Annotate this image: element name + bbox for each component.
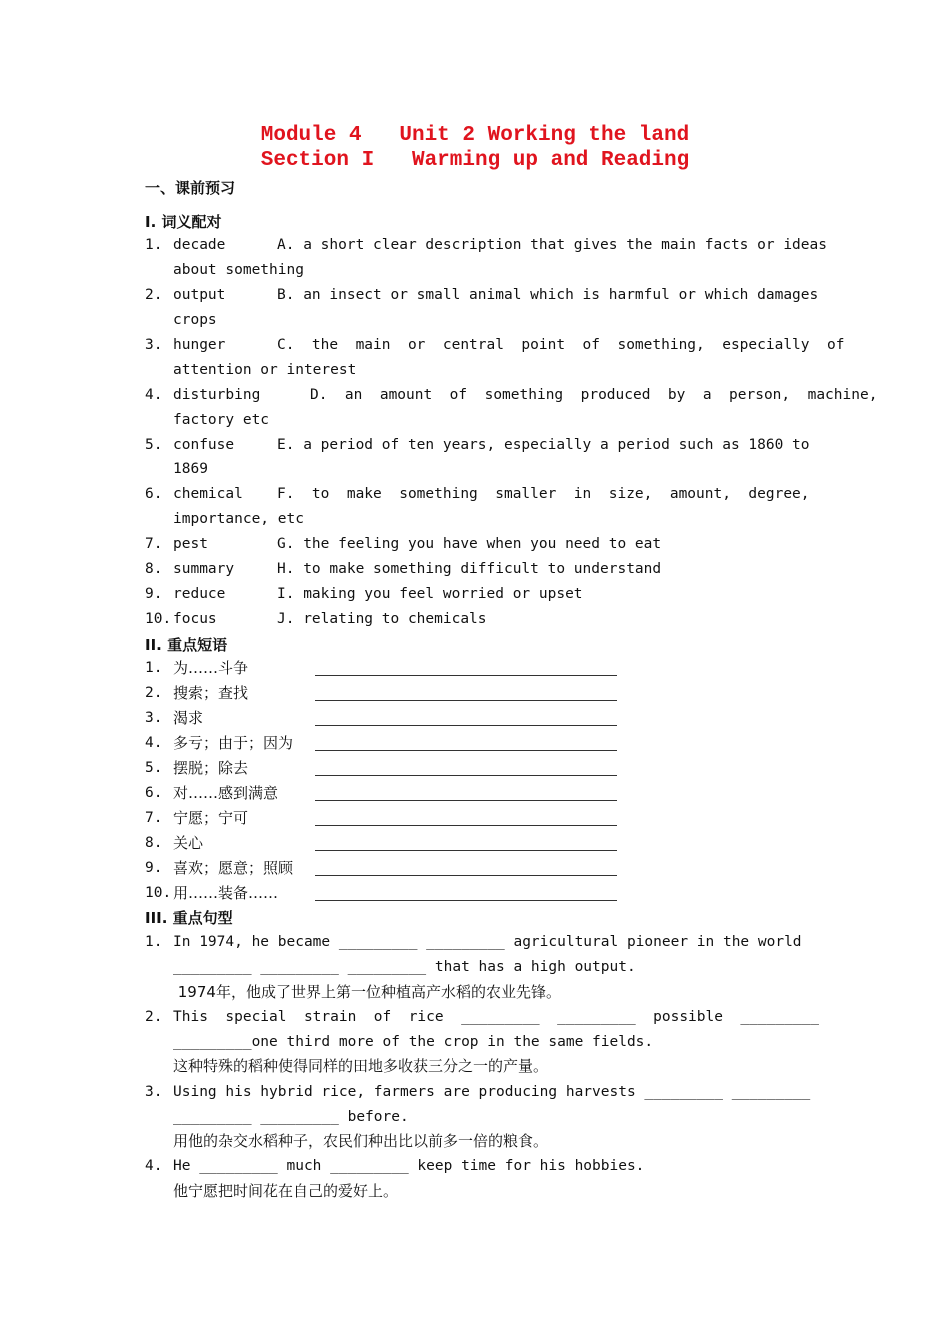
vocab-word: reduce: [173, 586, 226, 602]
sentence-line-2: _________one third more of the crop in the same fields.: [173, 1034, 654, 1050]
definition-continued: crops: [173, 312, 217, 328]
phrase-prompt: 多亏；由于；因为: [173, 734, 294, 752]
item-number: 5.: [145, 760, 163, 776]
answer-blank[interactable]: [315, 800, 617, 801]
vocab-word: disturbing: [173, 387, 261, 403]
definition-continued: about something: [173, 262, 304, 278]
item-number: 6.: [145, 486, 163, 502]
phrase-prompt: 渴求: [173, 709, 204, 727]
item-number: 10.: [145, 885, 172, 901]
sentence-translation: 这种特殊的稻种使得同样的田地多收获三分之一的产量。: [173, 1057, 549, 1075]
item-number: 8.: [145, 561, 163, 577]
section-header: 一、课前预习: [145, 179, 236, 197]
vocab-word: decade: [173, 237, 226, 253]
item-number: 9.: [145, 586, 163, 602]
sentence-translation: 1974年，他成了世界上第一位种植高产水稻的农业先锋。: [173, 983, 561, 1001]
phrase-prompt: 宁愿；宁可: [173, 809, 249, 827]
definition-continued: factory etc: [173, 412, 270, 428]
definition-continued: importance, etc: [173, 511, 304, 527]
vocab-word: hunger: [173, 337, 226, 353]
definition: A. a short clear description that gives the main facts or ideas: [277, 237, 827, 253]
sentence-translation: 他宁愿把时间花在自己的爱好上。: [173, 1182, 399, 1200]
answer-blank[interactable]: [315, 775, 617, 776]
phrase-prompt: 为……斗争: [173, 659, 249, 677]
title-line-2: Section I Warming up and Reading: [260, 149, 690, 172]
item-number: 7.: [145, 536, 163, 552]
sentence-line-2: _________ _________ before.: [173, 1109, 409, 1125]
answer-blank[interactable]: [315, 700, 617, 701]
vocab-word: output: [173, 287, 226, 303]
sentence-line-2: _________ _________ _________ that has a high output.: [173, 959, 636, 975]
item-number: 2.: [145, 1009, 163, 1025]
item-number: 1.: [145, 934, 163, 950]
item-number: 1.: [145, 660, 163, 676]
definition: D. an amount of something produced by a person, machine,: [310, 387, 878, 403]
definition: J. relating to chemicals: [277, 611, 487, 627]
definition: F. to make something smaller in size, amount, degree,: [277, 486, 810, 502]
definition: G. the feeling you have when you need to eat: [277, 536, 662, 552]
vocab-word: confuse: [173, 437, 235, 453]
item-number: 8.: [145, 835, 163, 851]
definition-continued: attention or interest: [173, 362, 357, 378]
answer-blank[interactable]: [315, 675, 617, 676]
answer-blank[interactable]: [315, 875, 617, 876]
definition: I. making you feel worried or upset: [277, 586, 583, 602]
vocab-word: pest: [173, 536, 208, 552]
item-number: 5.: [145, 437, 163, 453]
phrase-prompt: 喜欢；愿意；照顾: [173, 859, 294, 877]
item-number: 2.: [145, 685, 163, 701]
part2-heading: II. 重点短语: [145, 636, 228, 654]
vocab-word: chemical: [173, 486, 243, 502]
part1-heading: I. 词义配对: [145, 213, 222, 231]
item-number: 1.: [145, 237, 163, 253]
phrase-prompt: 搜索；查找: [173, 684, 249, 702]
answer-blank[interactable]: [315, 900, 617, 901]
title-line-1: Module 4 Unit 2 Working the land: [260, 124, 690, 147]
sentence-translation: 用他的杂交水稻种子，农民们种出比以前多一倍的粮食。: [173, 1132, 549, 1150]
sentence-line-1: Using his hybrid rice, farmers are producing harvests _________ _________: [173, 1084, 811, 1100]
answer-blank[interactable]: [315, 850, 617, 851]
definition: C. the main or central point of something, especially of: [277, 337, 845, 353]
vocab-word: summary: [173, 561, 235, 577]
phrase-prompt: 摆脱；除去: [173, 759, 249, 777]
item-number: 3.: [145, 710, 163, 726]
phrase-prompt: 对……感到满意: [173, 784, 279, 802]
definition-continued: 1869: [173, 461, 208, 477]
item-number: 2.: [145, 287, 163, 303]
item-number: 7.: [145, 810, 163, 826]
answer-blank[interactable]: [315, 825, 617, 826]
item-number: 9.: [145, 860, 163, 876]
phrase-prompt: 用……装备……: [173, 884, 279, 902]
definition: E. a period of ten years, especially a period such as 1860 to: [277, 437, 810, 453]
sentence-line-1: This special strain of rice _________ _________ possible _________: [173, 1009, 820, 1025]
item-number: 3.: [145, 337, 163, 353]
definition: H. to make something difficult to understand: [277, 561, 662, 577]
answer-blank[interactable]: [315, 750, 617, 751]
item-number: 4.: [145, 1158, 163, 1174]
vocab-word: focus: [173, 611, 217, 627]
item-number: 3.: [145, 1084, 163, 1100]
item-number: 4.: [145, 735, 163, 751]
definition: B. an insect or small animal which is harmful or which damages: [277, 287, 819, 303]
phrase-prompt: 关心: [173, 834, 204, 852]
sentence-line-1: He _________ much _________ keep time for his hobbies.: [173, 1158, 645, 1174]
item-number: 4.: [145, 387, 163, 403]
answer-blank[interactable]: [315, 725, 617, 726]
item-number: 10.: [145, 611, 172, 627]
sentence-line-1: In 1974, he became _________ _________ agricultural pioneer in the world: [173, 934, 802, 950]
item-number: 6.: [145, 785, 163, 801]
part3-heading: III. 重点句型: [145, 909, 233, 927]
